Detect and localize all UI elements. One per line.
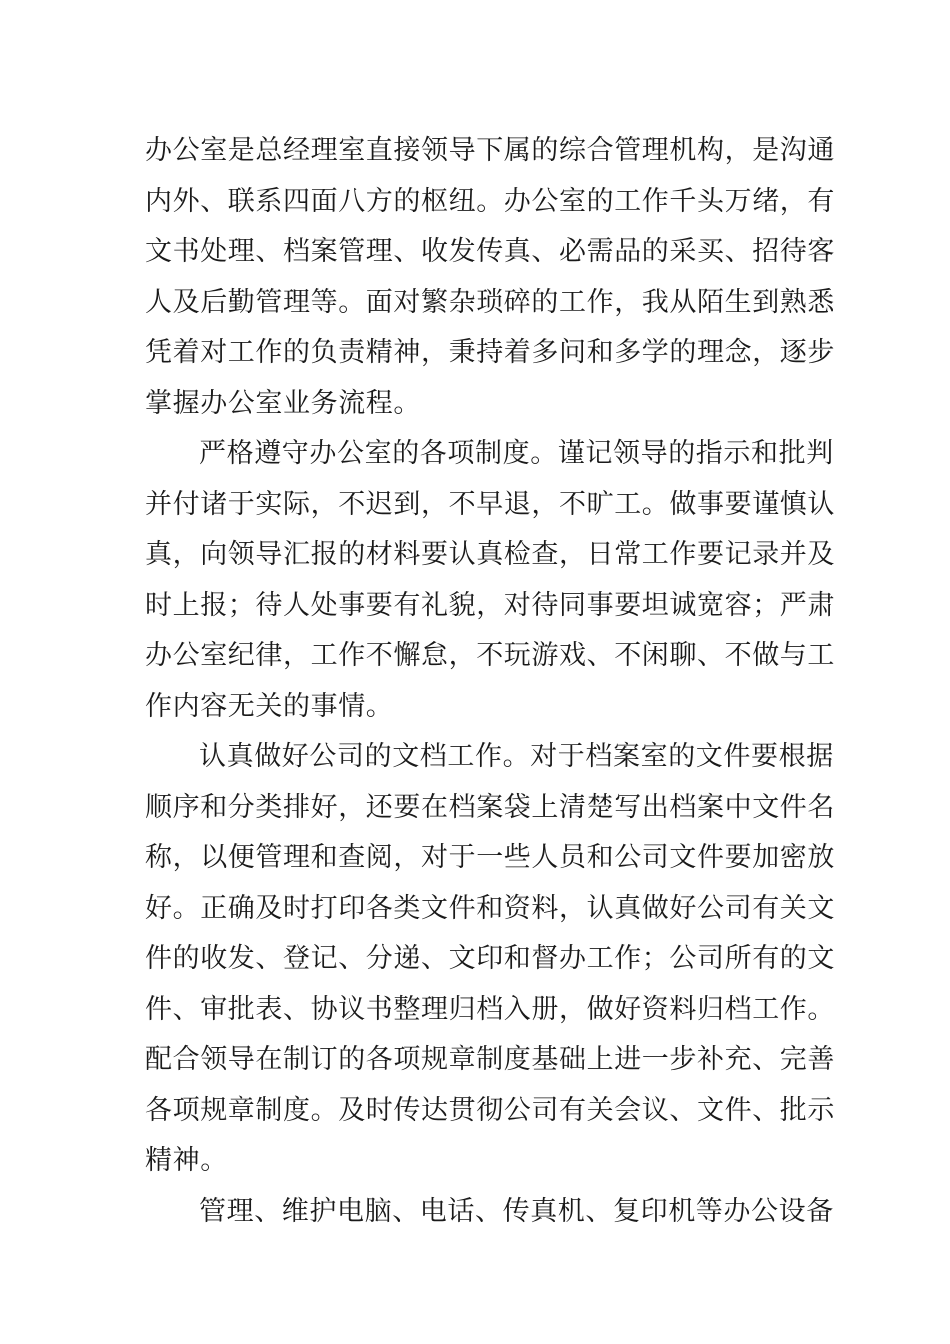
paragraph-3 [145, 732, 835, 1187]
paragraph-line: 并付诸于实际，不迟到，不早退，不旷工。做事要谨慎认 [145, 488, 835, 520]
paragraph-line: 真，向领导汇报的材料要认真检查，日常工作要记录并及 [145, 539, 835, 570]
paragraph-line: 认真做好公司的文档工作。对于档案室的文件要根据 [199, 741, 834, 772]
paragraph-line: 作内容无关的事情。 [145, 690, 394, 722]
paragraph-line: 人及后勤管理等。面对繁杂琐碎的工作，我从陌生到熟悉 [145, 286, 835, 318]
paragraph-line: 件的收发、登记、分递、文印和督办工作；公司所有的文 [145, 943, 835, 974]
document-body [145, 126, 835, 1237]
paragraph-line: 严格遵守办公室的各项制度。谨记领导的指示和批判 [199, 438, 834, 469]
paragraph-line: 件、审批表、协议书整理归档入册，做好资料归档工作。 [145, 993, 835, 1025]
paragraph-line: 文书处理、档案管理、收发传真、必需品的采买、招待客 [145, 236, 835, 267]
paragraph-line: 顺序和分类排好，还要在档案袋上清楚写出档案中文件名 [145, 791, 835, 823]
paragraph-line: 时上报；待人处事要有礼貌，对待同事要坦诚宽容；严肃 [145, 589, 835, 621]
paragraph-line: 配合领导在制订的各项规章制度基础上进一步补充、完善 [145, 1044, 835, 1075]
paragraph-line: 称，以便管理和查阅，对于一些人员和公司文件要加密放 [145, 842, 835, 873]
paragraph-2 [145, 429, 835, 732]
paragraph-line: 办公室纪律，工作不懈怠，不玩游戏、不闲聊、不做与工 [145, 640, 835, 671]
paragraph-line: 各项规章制度。及时传达贯彻公司有关会议、文件、批示 [145, 1094, 835, 1126]
paragraph-line: 好。正确及时打印各类文件和资料，认真做好公司有关文 [145, 892, 835, 924]
paragraph-line: 管理、维护电脑、电话、传真机、复印机等办公设备 [199, 1195, 834, 1227]
paragraph-1 [145, 126, 835, 429]
paragraph-line: 办公室是总经理室直接领导下属的综合管理机构，是沟通 [145, 135, 835, 166]
paragraph-line: 内外、联系四面八方的枢纽。办公室的工作千头万绪，有 [145, 185, 835, 217]
paragraph-4 [145, 1187, 834, 1238]
paragraph-line: 掌握办公室业务流程。 [145, 387, 421, 419]
paragraph-line: 精神。 [145, 1145, 228, 1176]
paragraph-line: 凭着对工作的负责精神，秉持着多问和多学的理念，逐步 [145, 337, 835, 368]
